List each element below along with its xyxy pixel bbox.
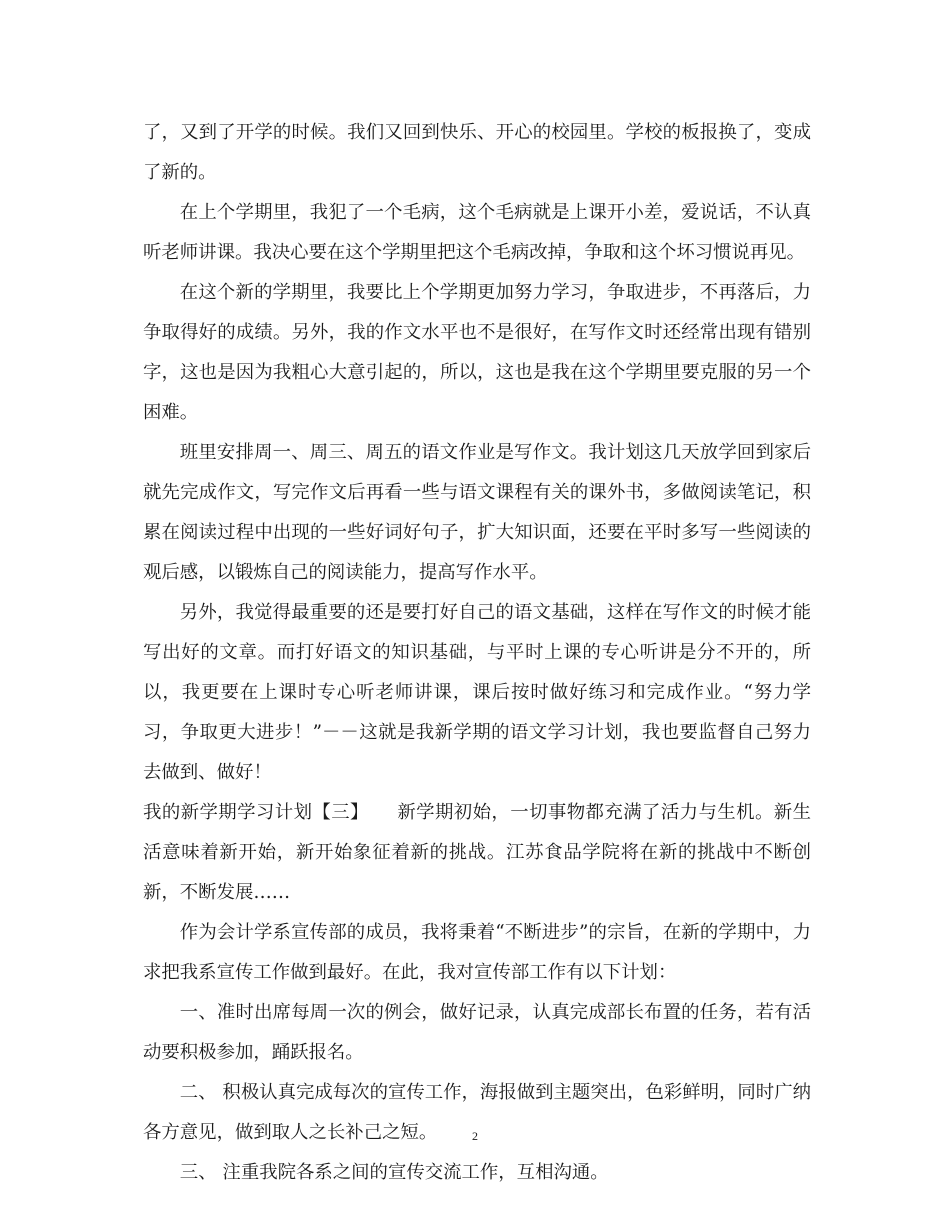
section-heading-paragraph: 我的新学期学习计划【三】 新学期初始，一切事物都充满了活力与生机。新生活意味着新开始，新开始象征着新的挑战。江苏食品学院将在新的挑战中不断创新，不断发展…… — [143, 802, 811, 903]
paragraph: 在这个新的学期里，我要比上个学期更加努力学习，争取进步，不再落后，力争取得好的成绩。另外，我的作文水平也不是很好，在写作文时还经常出现有错别字，这也是因为我粗心大意引起的，所以，这也是我在这个学期里要克服的另一个困难。 — [143, 282, 811, 423]
paragraph: 了，又到了开学的时候。我们又回到快乐、开心的校园里。学校的板报换了，变成了新的。 — [143, 122, 811, 183]
page-number: 2 — [472, 1129, 478, 1143]
paragraph: 另外，我觉得最重要的还是要打好自己的语文基础，这样在写作文的时候才能写出好的文章。而打好语文的知识基础，与平时上课的专心听讲是分不开的，所以，我更要在上课时专心听老师讲课，课后按时做好练习和完成作业。“努力学习，争取更大进步！”－－这就是我新学期的语文学习计划，我也要监督自己努力去做到、做好！ — [143, 602, 811, 783]
paragraph: 二、 积极认真完成每次的宣传工作，海报做到主题突出，色彩鲜明，同时广纳各方意见，做到取人之长补己之短。 — [143, 1082, 811, 1143]
paragraph: 作为会计学系宣传部的成员，我将秉着“不断进步”的宗旨，在新的学期中，力求把我系宣传工作做到最好。在此，我对宣传部工作有以下计划： — [143, 922, 811, 983]
paragraph: 一、准时出席每周一次的例会，做好记录，认真完成部长布置的任务，若有活动要积极参加，踊跃报名。 — [143, 1002, 811, 1063]
paragraph: 班里安排周一、周三、周五的语文作业是写作文。我计划这几天放学回到家后就先完成作文，写完作文后再看一些与语文课程有关的课外书，多做阅读笔记，积累在阅读过程中出现的一些好词好句子，扩大知识面，还要在平时多写一些阅读的观后感，以锻炼自己的阅读能力，提高写作水平。 — [143, 442, 811, 583]
document-body — [143, 113, 811, 1193]
paragraph: 三、 注重我院各系之间的宣传交流工作，互相沟通。 — [179, 1162, 609, 1183]
paragraph: 在上个学期里，我犯了一个毛病，这个毛病就是上课开小差，爱说话，不认真听老师讲课。我决心要在这个学期里把这个毛病改掉，争取和这个坏习惯说再见。 — [143, 202, 811, 263]
